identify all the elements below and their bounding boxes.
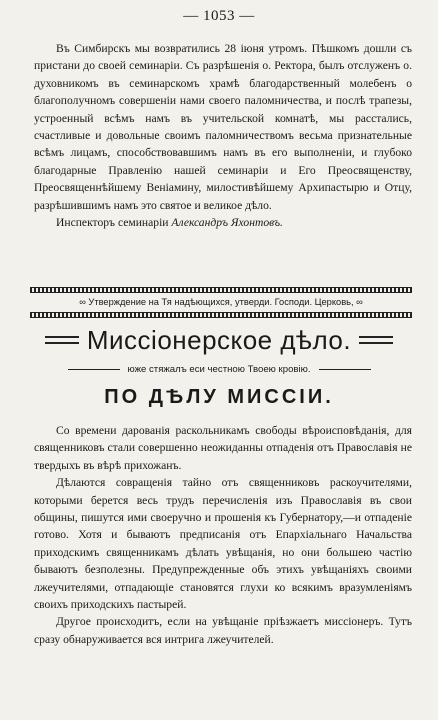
signature-prefix: Инспекторъ семинаріи (56, 216, 172, 230)
closing-paragraph: Въ Симбирскъ мы возвратились 28 іюня утромъ. Пѣшкомъ дошли съ пристани до своей семинаріи. Съ разрѣшенія о. Ректора, былъ отслуженъ о. духовникомъ въ семинарскомъ храмѣ благодарственный молебенъ о благополучномъ совершеніи нами своего паломничества, и послѣ трапезы, устроенный всѣмъ намъ въ учительской комнатѣ, мы расстались, счастливые и довольные своимъ паломничествомъ весьма признательные всѣмъ лицамъ, способствовавшимъ намъ въ его выполненіи, и глубоко благодарные Правленію нашей семинаріи и Его Преосвященству, Преосвященнѣйшему Веніамину, милостивѣйшему Архипастырю и Отцу, разрѣшившимъ намъ это святое и великое дѣло. (34, 42, 412, 212)
article-title: ПО ДѢЛУ МИССІИ. (104, 386, 334, 408)
signature-name: Александръ Яхонтовъ. (171, 216, 283, 230)
article-paragraph: Другое происходитъ, если на увѣщаніе пріѣзжаетъ миссіонеръ. Тутъ сразу обнаруживается вся интрига лжеучителей. (34, 615, 412, 646)
subtitle-rule-left (68, 369, 120, 370)
section-title: Миссіонерское дѣло. (86, 324, 352, 355)
subtitle-rule-right (319, 369, 371, 370)
ornament-rule-top (30, 287, 412, 293)
article-paragraph: Со времени дарованія раскольникамъ свободы вѣроисповѣданія, для священниковъ стали совершенно неожиданны отпаденія отъ Православія не твердыхъ въ вѣрѣ прихожанъ. (34, 424, 412, 472)
signature-line (34, 214, 412, 231)
article-text-block (34, 422, 412, 648)
closing-text-block (34, 40, 412, 231)
page-number: — 1053 — (183, 8, 255, 24)
section-subtitle: юже стяжалъ еси честною Твоею кровію. (127, 363, 311, 375)
section-subtitle-row (0, 362, 438, 376)
epigraph: ∞ Утверждение на Тя надѣющихся, утверди. Господи. Церковь, ∞ (79, 297, 363, 307)
ornament-rule-bottom (30, 312, 412, 318)
section-heading (0, 320, 438, 360)
heading-bars-right (359, 336, 393, 344)
heading-bars-left (45, 336, 79, 344)
article-paragraph: Дѣлаются совращенія тайно отъ священниковъ раскоучителями, которыми берется весь трудъ перечисленія изъ Православія въ свои общины, пишутся ими своеручно и прошенія къ Губернатору,—и отпаденіе готово. Хотя и бываютъ предписанія отъ Епархіальнаго Начальства приходскимъ священникамъ дѣлать увѣщанія, но они большею частію бываютъ безполезны. Предупрежденные объ этихъ увѣщаніяхъ своими лжеучителями, отпадающіе становятся глухи ко всякимъ вразумленіямъ своихъ приходскихъ пастырей. (34, 476, 412, 612)
